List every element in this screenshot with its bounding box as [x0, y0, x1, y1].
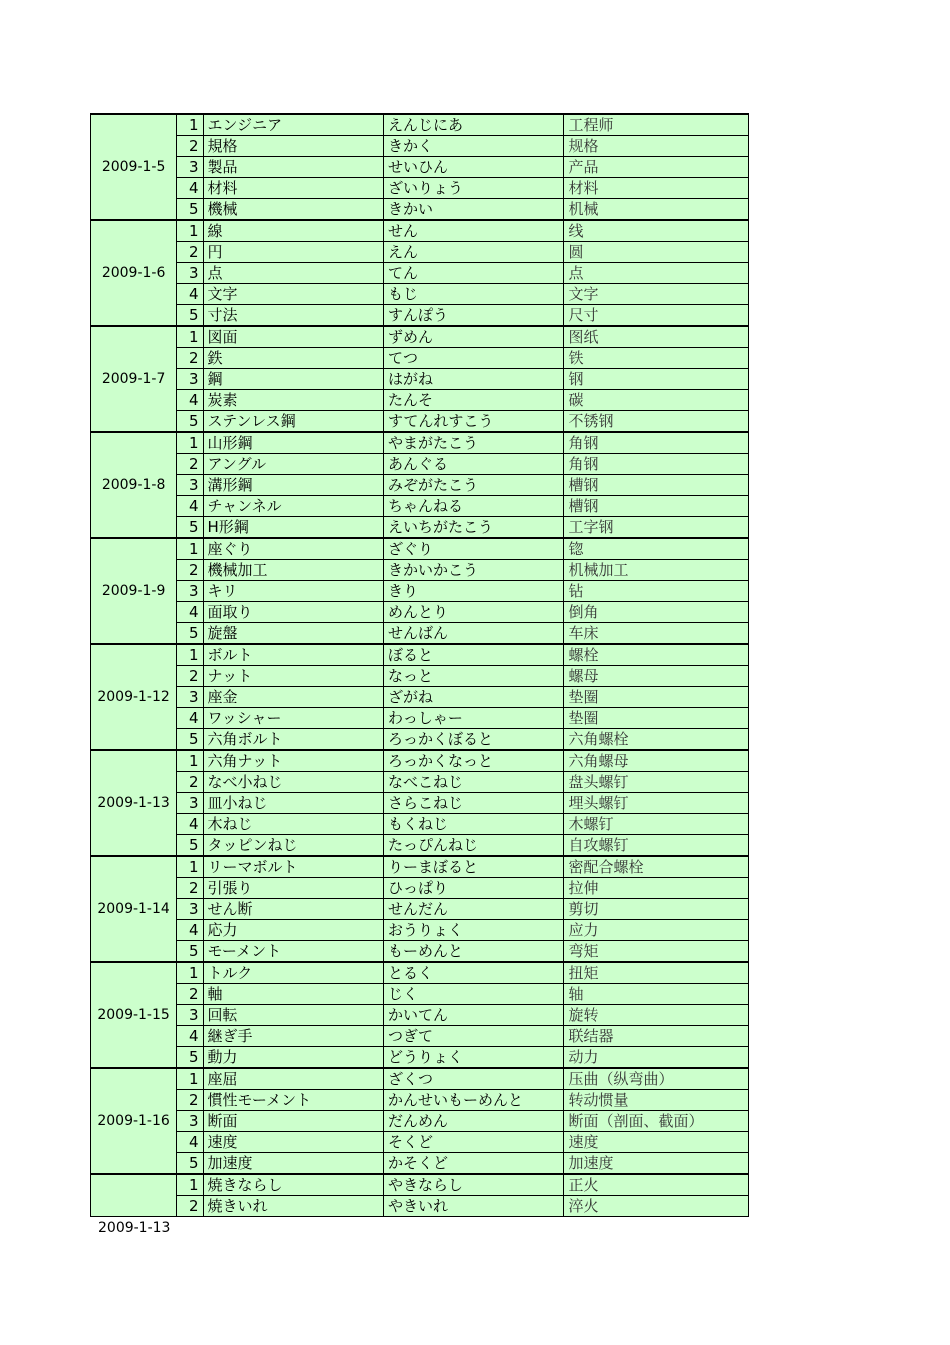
reading-cell: えんじにあ — [383, 114, 563, 136]
japanese-term-cell: H形鋼 — [203, 517, 383, 539]
japanese-term-cell: 回転 — [203, 1005, 383, 1026]
number-cell: 4 — [177, 284, 203, 305]
chinese-term-cell: 六角螺母 — [564, 750, 749, 772]
table-row — [91, 326, 749, 348]
chinese-term-cell: 弯矩 — [564, 941, 749, 963]
reading-cell: ろっかくぼると — [383, 729, 563, 751]
japanese-term-cell: 座ぐり — [203, 538, 383, 560]
table-row — [91, 1090, 749, 1111]
japanese-term-cell: 文字 — [203, 284, 383, 305]
chinese-term-cell: 转动惯量 — [564, 1090, 749, 1111]
chinese-term-cell: 不锈钢 — [564, 411, 749, 433]
date-cell: 2009-1-9 — [91, 538, 177, 644]
japanese-term-cell: ボルト — [203, 644, 383, 666]
number-cell: 1 — [177, 750, 203, 772]
number-cell: 5 — [177, 305, 203, 327]
number-cell: 2 — [177, 348, 203, 369]
table-row — [91, 878, 749, 899]
japanese-term-cell: 焼きならし — [203, 1174, 383, 1196]
japanese-term-cell: チャンネル — [203, 496, 383, 517]
japanese-term-cell: アングル — [203, 454, 383, 475]
japanese-term-cell: 断面 — [203, 1111, 383, 1132]
reading-cell: ちゃんねる — [383, 496, 563, 517]
reading-cell: すてんれすこう — [383, 411, 563, 433]
chinese-term-cell: 螺栓 — [564, 644, 749, 666]
chinese-term-cell: 工字钢 — [564, 517, 749, 539]
japanese-term-cell: 点 — [203, 263, 383, 284]
japanese-term-cell: ナット — [203, 666, 383, 687]
japanese-term-cell: 慣性モーメント — [203, 1090, 383, 1111]
chinese-term-cell: 旋转 — [564, 1005, 749, 1026]
table-row — [91, 899, 749, 920]
japanese-term-cell: 座金 — [203, 687, 383, 708]
chinese-term-cell: 锪 — [564, 538, 749, 560]
table-row — [91, 1111, 749, 1132]
japanese-term-cell: キリ — [203, 581, 383, 602]
japanese-term-cell: 六角ナット — [203, 750, 383, 772]
reading-cell: えん — [383, 242, 563, 263]
number-cell: 3 — [177, 581, 203, 602]
table-row — [91, 793, 749, 814]
reading-cell: ろっかくなっと — [383, 750, 563, 772]
vocabulary-table — [90, 113, 749, 1217]
table-row — [91, 475, 749, 496]
chinese-term-cell: 应力 — [564, 920, 749, 941]
reading-cell: きかい — [383, 199, 563, 221]
number-cell: 1 — [177, 962, 203, 984]
reading-cell: もくねじ — [383, 814, 563, 835]
japanese-term-cell: 線 — [203, 220, 383, 242]
reading-cell: わっしゃー — [383, 708, 563, 729]
reading-cell: せんばん — [383, 623, 563, 645]
chinese-term-cell: 剪切 — [564, 899, 749, 920]
reading-cell: そくど — [383, 1132, 563, 1153]
number-cell: 2 — [177, 1196, 203, 1217]
table-row — [91, 496, 749, 517]
date-cell: 2009-1-16 — [91, 1068, 177, 1174]
chinese-term-cell: 角钢 — [564, 454, 749, 475]
table-row — [91, 750, 749, 772]
reading-cell: じく — [383, 984, 563, 1005]
reading-cell: きかいかこう — [383, 560, 563, 581]
reading-cell: はがね — [383, 369, 563, 390]
chinese-term-cell: 槽钢 — [564, 496, 749, 517]
date-cell: 2009-1-8 — [91, 432, 177, 538]
japanese-term-cell: エンジニア — [203, 114, 383, 136]
table-row — [91, 242, 749, 263]
reading-cell: なっと — [383, 666, 563, 687]
table-row — [91, 856, 749, 878]
chinese-term-cell: 机械加工 — [564, 560, 749, 581]
chinese-term-cell: 角钢 — [564, 432, 749, 454]
table-row — [91, 560, 749, 581]
number-cell: 5 — [177, 411, 203, 433]
table-row — [91, 136, 749, 157]
number-cell: 2 — [177, 878, 203, 899]
table-row — [91, 772, 749, 793]
table-row — [91, 729, 749, 751]
japanese-term-cell: 応力 — [203, 920, 383, 941]
japanese-term-cell: 寸法 — [203, 305, 383, 327]
chinese-term-cell: 淬火 — [564, 1196, 749, 1217]
number-cell: 4 — [177, 920, 203, 941]
chinese-term-cell: 扭矩 — [564, 962, 749, 984]
japanese-term-cell: なべ小ねじ — [203, 772, 383, 793]
japanese-term-cell: ワッシャー — [203, 708, 383, 729]
table-row — [91, 199, 749, 221]
chinese-term-cell: 木螺钉 — [564, 814, 749, 835]
number-cell: 5 — [177, 623, 203, 645]
reading-cell: あんぐる — [383, 454, 563, 475]
number-cell: 1 — [177, 644, 203, 666]
table-row — [91, 1153, 749, 1175]
date-cell: 2009-1-13 — [91, 750, 177, 856]
chinese-term-cell: 材料 — [564, 178, 749, 199]
reading-cell: せいひん — [383, 157, 563, 178]
table-row — [91, 941, 749, 963]
chinese-term-cell: 埋头螺钉 — [564, 793, 749, 814]
chinese-term-cell: 断面（剖面、截面） — [564, 1111, 749, 1132]
number-cell: 4 — [177, 1132, 203, 1153]
chinese-term-cell: 轴 — [564, 984, 749, 1005]
chinese-term-cell: 正火 — [564, 1174, 749, 1196]
reading-cell: たっぴんねじ — [383, 835, 563, 857]
reading-cell: おうりょく — [383, 920, 563, 941]
japanese-term-cell: 軸 — [203, 984, 383, 1005]
table-row — [91, 411, 749, 433]
chinese-term-cell: 工程师 — [564, 114, 749, 136]
japanese-term-cell: 六角ボルト — [203, 729, 383, 751]
chinese-term-cell: 机械 — [564, 199, 749, 221]
table-row — [91, 708, 749, 729]
japanese-term-cell: モーメント — [203, 941, 383, 963]
reading-cell: だんめん — [383, 1111, 563, 1132]
reading-cell: かいてん — [383, 1005, 563, 1026]
japanese-term-cell: 継ぎ手 — [203, 1026, 383, 1047]
footer-date: 2009-1-13 — [98, 1220, 171, 1236]
japanese-term-cell: ステンレス鋼 — [203, 411, 383, 433]
number-cell: 1 — [177, 326, 203, 348]
reading-cell: たんそ — [383, 390, 563, 411]
table-row — [91, 390, 749, 411]
reading-cell: もじ — [383, 284, 563, 305]
table-row — [91, 962, 749, 984]
reading-cell: せんだん — [383, 899, 563, 920]
number-cell: 4 — [177, 814, 203, 835]
table-row — [91, 666, 749, 687]
chinese-term-cell: 车床 — [564, 623, 749, 645]
date-cell: 2009-1-14 — [91, 856, 177, 962]
table-row — [91, 687, 749, 708]
chinese-term-cell: 线 — [564, 220, 749, 242]
japanese-term-cell: 皿小ねじ — [203, 793, 383, 814]
table-row — [91, 1068, 749, 1090]
number-cell: 3 — [177, 899, 203, 920]
number-cell: 3 — [177, 263, 203, 284]
chinese-term-cell: 压曲（纵弯曲） — [564, 1068, 749, 1090]
chinese-term-cell: 钢 — [564, 369, 749, 390]
japanese-term-cell: リーマボルト — [203, 856, 383, 878]
reading-cell: ずめん — [383, 326, 563, 348]
table-row — [91, 369, 749, 390]
japanese-term-cell: 炭素 — [203, 390, 383, 411]
table-row — [91, 644, 749, 666]
number-cell: 5 — [177, 1153, 203, 1175]
number-cell: 5 — [177, 729, 203, 751]
table-row — [91, 284, 749, 305]
table-row — [91, 538, 749, 560]
table-row — [91, 305, 749, 327]
table-row — [91, 1047, 749, 1069]
chinese-term-cell: 尺寸 — [564, 305, 749, 327]
number-cell: 4 — [177, 178, 203, 199]
number-cell: 5 — [177, 835, 203, 857]
chinese-term-cell: 图纸 — [564, 326, 749, 348]
reading-cell: ざくつ — [383, 1068, 563, 1090]
number-cell: 2 — [177, 454, 203, 475]
number-cell: 2 — [177, 560, 203, 581]
chinese-term-cell: 点 — [564, 263, 749, 284]
japanese-term-cell: 動力 — [203, 1047, 383, 1069]
table-row — [91, 178, 749, 199]
reading-cell: とるく — [383, 962, 563, 984]
chinese-term-cell: 垫圈 — [564, 708, 749, 729]
reading-cell: ざぐり — [383, 538, 563, 560]
chinese-term-cell: 倒角 — [564, 602, 749, 623]
japanese-term-cell: 鉄 — [203, 348, 383, 369]
japanese-term-cell: 製品 — [203, 157, 383, 178]
number-cell: 1 — [177, 856, 203, 878]
table-row — [91, 220, 749, 242]
reading-cell: すんぽう — [383, 305, 563, 327]
reading-cell: てん — [383, 263, 563, 284]
japanese-term-cell: 引張り — [203, 878, 383, 899]
table-row — [91, 814, 749, 835]
chinese-term-cell: 槽钢 — [564, 475, 749, 496]
chinese-term-cell: 文字 — [564, 284, 749, 305]
number-cell: 1 — [177, 220, 203, 242]
chinese-term-cell: 钻 — [564, 581, 749, 602]
japanese-term-cell: 旋盤 — [203, 623, 383, 645]
japanese-term-cell: 図面 — [203, 326, 383, 348]
reading-cell: ざいりょう — [383, 178, 563, 199]
japanese-term-cell: 山形鋼 — [203, 432, 383, 454]
number-cell: 1 — [177, 1174, 203, 1196]
chinese-term-cell: 加速度 — [564, 1153, 749, 1175]
reading-cell: さらこねじ — [383, 793, 563, 814]
date-cell: 2009-1-12 — [91, 644, 177, 750]
number-cell: 1 — [177, 538, 203, 560]
reading-cell: みぞがたこう — [383, 475, 563, 496]
japanese-term-cell: 規格 — [203, 136, 383, 157]
table-row — [91, 517, 749, 539]
reading-cell: せん — [383, 220, 563, 242]
table-row — [91, 114, 749, 136]
japanese-term-cell: トルク — [203, 962, 383, 984]
table-row — [91, 157, 749, 178]
table-row — [91, 602, 749, 623]
table-row — [91, 432, 749, 454]
number-cell: 1 — [177, 1068, 203, 1090]
number-cell: 5 — [177, 199, 203, 221]
number-cell: 3 — [177, 793, 203, 814]
japanese-term-cell: 焼きいれ — [203, 1196, 383, 1217]
japanese-term-cell: 速度 — [203, 1132, 383, 1153]
reading-cell: どうりょく — [383, 1047, 563, 1069]
japanese-term-cell: 機械 — [203, 199, 383, 221]
japanese-term-cell: 溝形鋼 — [203, 475, 383, 496]
number-cell: 2 — [177, 984, 203, 1005]
table-row — [91, 1026, 749, 1047]
date-cell: 2009-1-7 — [91, 326, 177, 432]
reading-cell: りーまぼると — [383, 856, 563, 878]
reading-cell: やきいれ — [383, 1196, 563, 1217]
table-row — [91, 348, 749, 369]
reading-cell: ひっぱり — [383, 878, 563, 899]
reading-cell: てつ — [383, 348, 563, 369]
number-cell: 2 — [177, 772, 203, 793]
date-cell: 2009-1-15 — [91, 962, 177, 1068]
number-cell: 2 — [177, 136, 203, 157]
reading-cell: やきならし — [383, 1174, 563, 1196]
japanese-term-cell: タッピンねじ — [203, 835, 383, 857]
reading-cell: めんとり — [383, 602, 563, 623]
number-cell: 2 — [177, 242, 203, 263]
table-row — [91, 581, 749, 602]
reading-cell: やまがたこう — [383, 432, 563, 454]
japanese-term-cell: せん断 — [203, 899, 383, 920]
chinese-term-cell: 圆 — [564, 242, 749, 263]
number-cell: 4 — [177, 708, 203, 729]
chinese-term-cell: 动力 — [564, 1047, 749, 1069]
number-cell: 3 — [177, 687, 203, 708]
number-cell: 4 — [177, 602, 203, 623]
table-row — [91, 263, 749, 284]
table-row — [91, 1132, 749, 1153]
reading-cell: きかく — [383, 136, 563, 157]
chinese-term-cell: 六角螺栓 — [564, 729, 749, 751]
chinese-term-cell: 垫圈 — [564, 687, 749, 708]
number-cell: 4 — [177, 496, 203, 517]
chinese-term-cell: 密配合螺栓 — [564, 856, 749, 878]
table-row — [91, 835, 749, 857]
number-cell: 1 — [177, 432, 203, 454]
japanese-term-cell: 円 — [203, 242, 383, 263]
reading-cell: えいちがたこう — [383, 517, 563, 539]
table-row — [91, 1005, 749, 1026]
japanese-term-cell: 材料 — [203, 178, 383, 199]
number-cell: 2 — [177, 1090, 203, 1111]
table-row — [91, 1196, 749, 1217]
table-row — [91, 920, 749, 941]
reading-cell: もーめんと — [383, 941, 563, 963]
japanese-term-cell: 鋼 — [203, 369, 383, 390]
reading-cell: かんせいもーめんと — [383, 1090, 563, 1111]
number-cell: 4 — [177, 390, 203, 411]
japanese-term-cell: 面取り — [203, 602, 383, 623]
number-cell: 5 — [177, 1047, 203, 1069]
number-cell: 5 — [177, 941, 203, 963]
chinese-term-cell: 碳 — [564, 390, 749, 411]
japanese-term-cell: 座屈 — [203, 1068, 383, 1090]
chinese-term-cell: 速度 — [564, 1132, 749, 1153]
number-cell: 2 — [177, 666, 203, 687]
reading-cell: なべこねじ — [383, 772, 563, 793]
chinese-term-cell: 产品 — [564, 157, 749, 178]
reading-cell: きり — [383, 581, 563, 602]
chinese-term-cell: 铁 — [564, 348, 749, 369]
chinese-term-cell: 联结器 — [564, 1026, 749, 1047]
table-row — [91, 984, 749, 1005]
table-row — [91, 623, 749, 645]
table-row — [91, 1174, 749, 1196]
number-cell: 4 — [177, 1026, 203, 1047]
reading-cell: ざがね — [383, 687, 563, 708]
number-cell: 3 — [177, 369, 203, 390]
chinese-term-cell: 自攻螺钉 — [564, 835, 749, 857]
japanese-term-cell: 加速度 — [203, 1153, 383, 1175]
number-cell: 3 — [177, 475, 203, 496]
japanese-term-cell: 機械加工 — [203, 560, 383, 581]
number-cell: 3 — [177, 1005, 203, 1026]
japanese-term-cell: 木ねじ — [203, 814, 383, 835]
reading-cell: ぼると — [383, 644, 563, 666]
date-cell: 2009-1-6 — [91, 220, 177, 326]
chinese-term-cell: 规格 — [564, 136, 749, 157]
date-cell: 2009-1-5 — [91, 114, 177, 220]
reading-cell: つぎて — [383, 1026, 563, 1047]
chinese-term-cell: 螺母 — [564, 666, 749, 687]
number-cell: 3 — [177, 1111, 203, 1132]
number-cell: 1 — [177, 114, 203, 136]
reading-cell: かそくど — [383, 1153, 563, 1175]
chinese-term-cell: 盘头螺钉 — [564, 772, 749, 793]
chinese-term-cell: 拉伸 — [564, 878, 749, 899]
table-row — [91, 454, 749, 475]
number-cell: 3 — [177, 157, 203, 178]
number-cell: 5 — [177, 517, 203, 539]
date-cell — [91, 1174, 177, 1217]
